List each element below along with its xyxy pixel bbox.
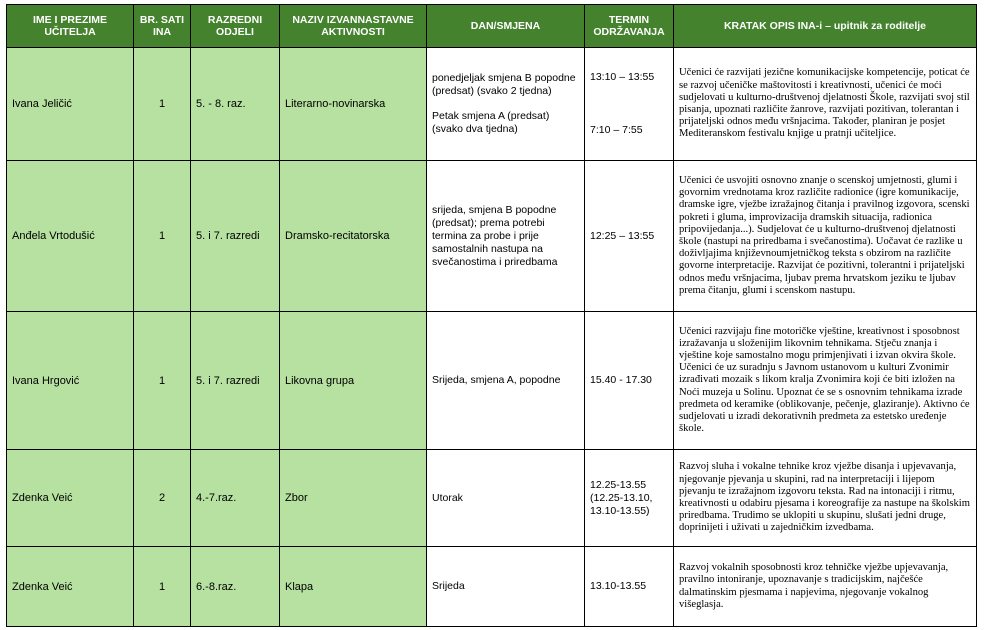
header-day: DAN/SMJENA — [427, 5, 585, 48]
time-cell: 13.10-13.55 — [585, 547, 674, 627]
time-entry: 7:10 – 7:55 — [590, 124, 643, 136]
table-row — [7, 312, 977, 450]
time-cell: 12.25-13.55 (12.25-13.10, 13.10-13.55) — [585, 450, 674, 547]
hours-cell: 1 — [134, 547, 191, 627]
teacher-cell: Anđela Vrtodušić — [7, 161, 134, 312]
table-row — [7, 48, 977, 161]
activity-cell: Zbor — [280, 450, 427, 547]
time-cell: 15.40 - 17.30 — [585, 312, 674, 450]
day-cell — [427, 48, 585, 161]
time-entry: 13:10 – 13:55 — [590, 71, 655, 83]
day-cell: Srijeda — [427, 547, 585, 627]
description-cell: Učenici razvijaju fine motoričke vještine, kreativnost i sposobnost izražavanja u složenijim likovnim tehnikama. Stječu znanja i vještine koje samostalno mogu primjenjivati i izvan okvira škole. Učenici će uz suradnju s Javnom ustanovom u kulturi Zvonimir izrađivati mozaik s likom kralja Zvonimira koji će biti izložen na Noći muzeja u Solinu. Upoznat će se s osnovnim tehnikama izrade predmeta od keramike (oblikovanje, pečenje, glaziranje). Aktivno će sudjelovati u izradi dekorativnih predmeta za estetsko uređenje škole. — [674, 312, 977, 450]
header-description: KRATAK OPIS INA-i – upitnik za roditelje — [674, 5, 977, 48]
hours-cell: 1 — [134, 48, 191, 161]
table-row — [7, 450, 977, 547]
header-teacher: IME I PREZIME UČITELJA — [7, 5, 134, 48]
description-cell: Razvoj sluha i vokalne tehnike kroz vježbe disanja i upjevavanja, njegovanje pjevanja u skupini, rad na interpretaciji i lijepom pjevanju te izražajnom izgovoru teksta. Rad na intonaciji i ritmu, kreativnosti u odabiru pjesama i koreografije za nastupe na školskim priredbama. Trudimo se uklopiti u skupinu, slušati jedni druge, doprinijeti i uživati u zajedničkim izvedbama. — [674, 450, 977, 547]
grades-cell: 4.-7.raz. — [191, 450, 280, 547]
grades-cell: 5. i 7. razredi — [191, 312, 280, 450]
day-cell: srijeda, smjena B popodne (predsat); prema potrebi termina za probe i prije samostalnih nastupa na svečanostima i priredbama — [427, 161, 585, 312]
activity-cell: Literarno-novinarska — [280, 48, 427, 161]
day-entry: ponedjeljak smjena B popodne (predsat) (svako 2 tjedna) — [432, 72, 576, 97]
activity-cell: Likovna grupa — [280, 312, 427, 450]
day-entry: Petak smjena A (predsat) (svako dva tjedna) — [432, 110, 550, 135]
teacher-cell: Ivana Hrgović — [7, 312, 134, 450]
header-activity: NAZIV IZVANNASTAVNE AKTIVNOSTI — [280, 5, 427, 48]
activity-cell: Klapa — [280, 547, 427, 627]
teacher-cell: Zdenka Veić — [7, 450, 134, 547]
teacher-cell: Zdenka Veić — [7, 547, 134, 627]
time-cell: 12:25 – 13:55 — [585, 161, 674, 312]
hours-cell: 1 — [134, 312, 191, 450]
grades-cell: 6.-8.raz. — [191, 547, 280, 627]
description-cell: Učenici će usvojiti osnovno znanje o scenskoj umjetnosti, glumi i govornim vrednotama kroz različite radionice (igre komunikacije, dramske igre, vježbe izražajnog čitanja i pravilnog izgovora, scenski pokreti i gluma, improvizacija dramskih situacija, radionica pripovijedanja...). Sudjelovat će u kulturno-društvenoj djelatnosti škole (nastupi na priredbama i svečanostima). Uočavat će razlike u doživljajima književnoumjetničkog teksta s obzirom na različite govorne interpretacije. Razvijat će pozitivni, tolerantni i prijateljski odnos među vršnjacima, ljubav prema hrvatskom jeziku te ljubav prema čitanju, glumi i scenskom nastupu. — [674, 161, 977, 312]
description-cell: Razvoj vokalnih sposobnosti kroz tehničke vježbe upjevavanja, pravilno intoniranje, upoznavanje s tradicijskim, najčešće dalmatinskim pjesmama i napjevima, njegovanje vokalnog višeglasja. — [674, 547, 977, 627]
hours-cell: 1 — [134, 161, 191, 312]
day-cell: Utorak — [427, 450, 585, 547]
table-row — [7, 161, 977, 312]
activity-cell: Dramsko-recitatorska — [280, 161, 427, 312]
table-row — [7, 547, 977, 627]
header-hours: BR. SATI INA — [134, 5, 191, 48]
hours-cell: 2 — [134, 450, 191, 547]
description-cell: Učenici će razvijati jezične komunikacijske kompetencije, poticat će se razvoj učeničke maštovitosti i kreativnosti, učenici će moći sudjelovati u kulturno-društvenoj djelatnosti Škole, razvijati svoj stil pisanja, upoznati različite žanrove, razvijati pozitivan, tolerantan i prijateljski odnos među vršnjacima. Također, planiran je posjet Mediteranskom festivalu knjige u pratnji učiteljice. — [674, 48, 977, 161]
grades-cell: 5. - 8. raz. — [191, 48, 280, 161]
ina-activities-table — [6, 4, 977, 627]
grades-cell: 5. i 7. razredi — [191, 161, 280, 312]
day-cell: Srijeda, smjena A, popodne — [427, 312, 585, 450]
header-row — [7, 5, 977, 48]
time-cell — [585, 48, 674, 161]
header-time: TERMIN ODRŽAVANJA — [585, 5, 674, 48]
header-grades: RAZREDNI ODJELI — [191, 5, 280, 48]
teacher-cell: Ivana Jeličić — [7, 48, 134, 161]
